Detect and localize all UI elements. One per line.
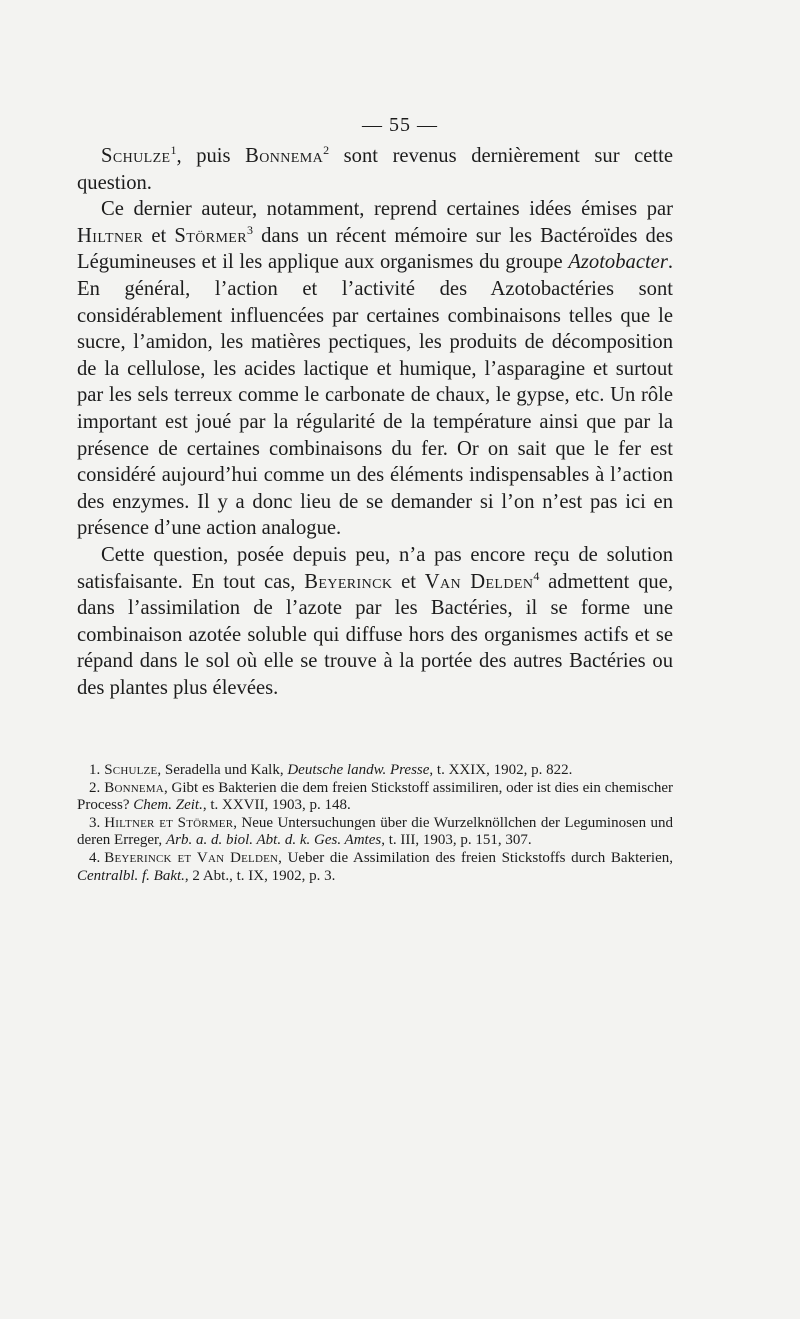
text-run: sont revenus dernièrement sur cette question. bbox=[77, 145, 674, 194]
footnote-text: , t. XXIX, 1902, p. 822. bbox=[429, 762, 573, 778]
author-name: Beyerinck bbox=[304, 570, 393, 593]
text-run: admettent que, dans l’assimilation de l’azote par les Bactéries, il se forme une combinaison azotée soluble qui diffuse hors des organismes actifs et se répand dans le sol où elle se trouve à la portée des autres Bactéries ou des plantes plus élevées. bbox=[77, 570, 673, 699]
footnote-text: , Gibt es Bakterien die dem freien Stickstoff assimiliren, oder ist dies ein chemischer Process? bbox=[77, 779, 673, 814]
text-run: et bbox=[143, 224, 175, 247]
footnote-text: , t. XXVII, 1903, p. 148. bbox=[202, 797, 351, 814]
footnote-author: Schulze bbox=[104, 762, 158, 778]
author-name: Hiltner bbox=[77, 224, 144, 247]
text-run: . En général, l’action et l’activité des Azotobactéries sont considérablement influencées par certaines combinaisons telles que le sucre, l’amidon, les matières pectiques, les produits de décomposition de la cellulose, les acides lactique et humique, l’asparagine et surtout par les sels terreux comme le carbonate de chaux, le gypse, etc. Un rôle important est joué par la régularité de la température ainsi que par la présence de certaines combinaisons du fer. Or on sait que le fer est considéré aujourd’hui comme un des éléments indispensables à l’action des enzymes. Il y a donc lieu de se demander si l’on n’est pas ici en présence d’une action analogue. bbox=[77, 251, 673, 540]
paragraph-1 bbox=[77, 143, 673, 196]
footnote-number: 3. bbox=[89, 814, 101, 831]
footnote bbox=[77, 850, 673, 885]
page-number: — 55 — bbox=[362, 114, 438, 136]
footnote-journal: Arb. a. d. biol. Abt. d. k. Ges. Amtes bbox=[165, 832, 382, 849]
footnote bbox=[77, 780, 673, 815]
author-name: Bonnema bbox=[245, 145, 324, 167]
text-run: Ce dernier auteur, notamment, reprend certaines idées émises par bbox=[101, 198, 673, 221]
main-text bbox=[77, 143, 673, 701]
author-name: Störmer bbox=[174, 224, 247, 247]
footnote-journal: Deutsche landw. Presse bbox=[287, 762, 430, 778]
text-run: , puis bbox=[176, 145, 246, 167]
author-name: Schulze bbox=[101, 145, 171, 167]
footnote-ref: 1 bbox=[170, 143, 177, 157]
footnote-author: Beyerinck et Van Delden bbox=[104, 849, 279, 866]
author-name: Van Delden bbox=[424, 570, 534, 593]
footnote-ref: 2 bbox=[323, 143, 330, 157]
genus-name: Azotobacter bbox=[568, 251, 668, 274]
paragraph-2 bbox=[77, 196, 673, 542]
footnote-number: 2. bbox=[89, 779, 101, 796]
footnote-text: , t. III, 1903, p. 151, 307. bbox=[381, 832, 532, 849]
text-run: dans un récent mémoire sur les Bactéroïdes des Légumineuses et il les applique aux organismes du groupe bbox=[77, 224, 673, 274]
footnote-ref: 4 bbox=[533, 568, 540, 583]
paragraph-3 bbox=[77, 542, 673, 702]
footnote-author: Hiltner et Störmer bbox=[104, 814, 234, 831]
footnote bbox=[77, 815, 673, 850]
footnote-number: 4. bbox=[89, 849, 101, 866]
footnote-journal: Chem. Zeit. bbox=[133, 797, 203, 814]
text-run: Cette question, posée depuis peu, n’a pas encore reçu de solution satisfaisante. En tout cas, bbox=[77, 543, 673, 593]
text-run: et bbox=[392, 570, 425, 593]
footnote-ref: 3 bbox=[246, 222, 253, 237]
footnote-text: , Ueber die Assimilation des freien Stickstoffs durch Bakterien, bbox=[278, 849, 673, 866]
footnote-text: , Neue Untersuchungen über die Wurzelknöllchen der Leguminosen und deren Erreger, bbox=[77, 814, 673, 849]
footnotes bbox=[77, 762, 673, 885]
footnote-text: , 2 Abt., t. IX, 1902, p. 3. bbox=[184, 867, 336, 884]
footnote-number: 1. bbox=[89, 762, 101, 778]
footnote-author: Bonnema bbox=[104, 779, 164, 796]
footnote bbox=[77, 762, 673, 780]
footnote-journal: Centralbl. f. Bakt. bbox=[77, 867, 185, 884]
footnote-text: , Seradella und Kalk, bbox=[157, 762, 288, 778]
